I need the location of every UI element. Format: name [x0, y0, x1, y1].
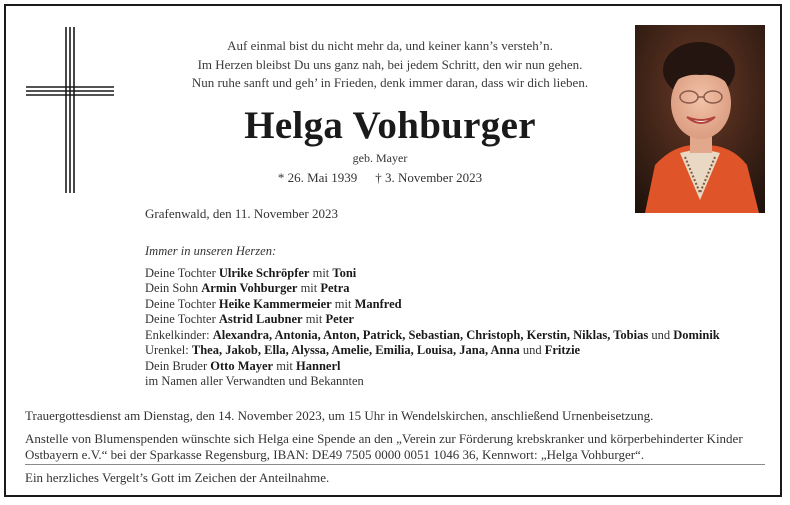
survivor-row [145, 297, 720, 313]
connector: und [519, 343, 545, 357]
relation: Dein Bruder [145, 358, 211, 373]
survivor-row [145, 281, 720, 297]
relation: Deine Tochter [145, 296, 219, 311]
divider [25, 464, 765, 465]
verse-line: Im Herzen bleibst Du uns ganz nah, bei jedem Schritt, den wir nun gehen. [197, 56, 583, 72]
verse-line: Nun ruhe sanft und geh’ in Frieden, denk immer daran, dass wir dich lieben. [191, 75, 589, 90]
relation: Dein Sohn [145, 281, 202, 295]
relation: Deine Tochter [145, 312, 219, 326]
partner-name: Manfred [354, 296, 402, 311]
donation-line: Anstelle von Blumenspenden wünschte sich Helga eine Spende an den „Verein zur Förderung krebskranker und körperbehinderter Kinder [25, 431, 743, 446]
partner-name: Petra [320, 281, 350, 295]
connector: mit [297, 281, 321, 295]
relation: Enkelkinder: [145, 327, 213, 342]
cross-icon [24, 25, 116, 195]
portrait-photo [635, 25, 765, 213]
donation-line: Ostbayern e.V.“ bei der Sparkasse Regensburg, IBAN: DE49 7505 0000 0051 1046 36, Kennwort: „Helga Vohburger“. [25, 447, 645, 462]
connector: mit [309, 265, 333, 280]
grandchild-name: Dominik [673, 327, 720, 342]
connector: und [648, 327, 674, 342]
partner-name: Peter [325, 312, 354, 326]
survivors-list [145, 244, 720, 390]
birth-date: * 26. Mai 1939 [277, 170, 358, 185]
great-grandchildren-names: Thea, Jakob, Ella, Alyssa, Amelie, Emilia, Louisa, Jana, Anna [191, 343, 520, 357]
survivor-name: Ulrike Schröpfer [218, 265, 310, 280]
survivors-lead: Immer in unseren Herzen: [145, 244, 277, 258]
relation: Urenkel: [145, 343, 192, 357]
survivor-name: Armin Vohburger [201, 281, 298, 295]
grandchildren-names: Alexandra, Antonia, Anton, Patrick, Sebastian, Christoph, Kerstin, Niklas, Tobias [212, 327, 649, 342]
survivor-row [145, 312, 720, 328]
survivor-name: Heike Kammermeier [218, 296, 332, 311]
place-date: Grafenwald, den 11. November 2023 [145, 206, 339, 221]
brother-name: Otto Mayer [210, 358, 274, 373]
donation-info [25, 431, 770, 463]
deceased-name: Helga Vohburger [244, 104, 536, 147]
grandchildren-row [145, 328, 720, 344]
survivor-row [145, 266, 720, 282]
verse-line: Auf einmal bist du nicht mehr da, und keiner kann’s versteh’n. [227, 38, 553, 53]
brother-row [145, 359, 720, 375]
death-date: † 3. November 2023 [375, 170, 483, 185]
connector: mit [331, 296, 355, 311]
maiden-name: geb. Mayer [352, 151, 408, 165]
thanks-note: Ein herzliches Vergelt’s Gott im Zeichen der Anteilnahme. [25, 470, 330, 485]
service-info: Trauergottesdienst am Dienstag, den 14. November 2023, um 15 Uhr in Wendelskirchen, anschließend Urnenbeisetzung. [25, 408, 654, 423]
great-grandchild-name: Fritzie [544, 343, 581, 357]
relation: Deine Tochter [145, 265, 219, 280]
partner-name: Hannerl [296, 358, 341, 373]
great-grandchildren-row [145, 343, 720, 359]
partner-name: Toni [332, 265, 357, 280]
connector: mit [302, 312, 326, 326]
life-dates [140, 170, 620, 186]
relatives-row: im Namen aller Verwandten und Bekannten [145, 374, 364, 388]
survivor-name: Astrid Laubner [218, 312, 303, 326]
verse [140, 37, 640, 93]
connector: mit [273, 358, 297, 373]
